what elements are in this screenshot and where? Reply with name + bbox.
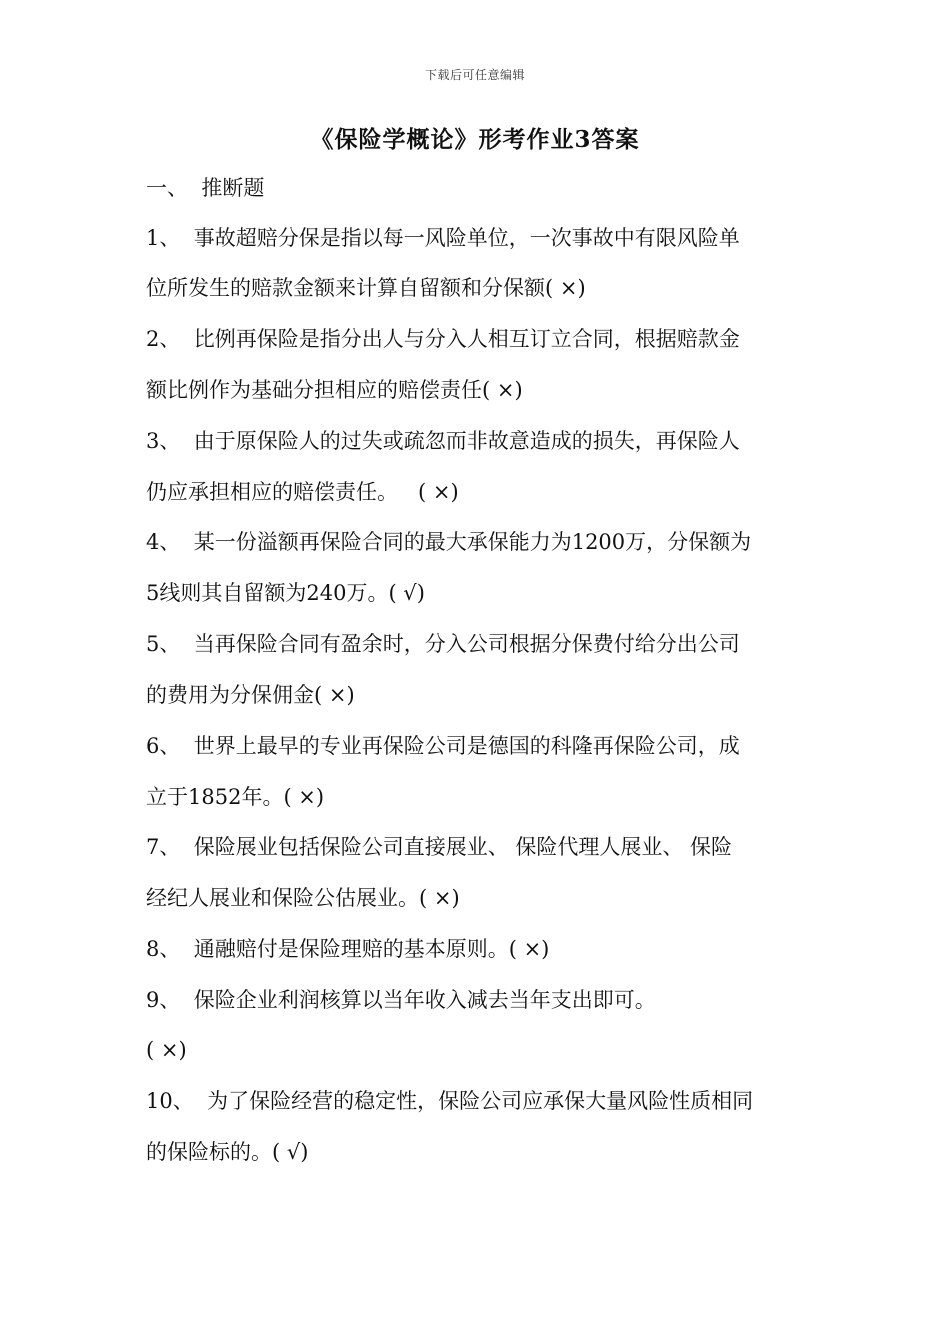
question-6-line-2: 立于1852年。( ×) [146,785,325,809]
header-note: 下载后可任意编辑 [424,68,525,82]
question-5-line-2: 的费用为分保佣金( ×) [146,683,355,707]
section-heading: 一、 推断题 [146,176,265,200]
question-2-line-2: 额比例作为基础分担相应的赔偿责任( ×) [146,378,523,402]
question-9-line-1: 9、 保险企业利润核算以当年收入减去当年支出即可。 [146,988,656,1012]
question-1-line-1: 1、 事故超赔分保是指以每一风险单位，一次事故中有限风险单 [146,226,740,250]
document-title: 《保险学概论》形考作业3答案 [310,126,640,153]
question-1-line-2: 位所发生的赔款金额来计算自留额和分保额( ×) [146,276,586,300]
question-10-line-2: 的保险标的。( √) [146,1140,309,1164]
question-4-line-2: 5线则其自留额为240万。( √) [146,581,425,605]
question-8-line-1: 8、 通融赔付是保险理赔的基本原则。( ×) [146,937,550,961]
question-2-line-1: 2、 比例再保险是指分出人与分入人相互订立合同，根据赔款金 [146,327,740,351]
question-9-line-2: ( ×) [146,1038,187,1062]
question-3-line-2: 仍应承担相应的赔偿责任。 ( ×) [146,480,459,504]
question-3-line-1: 3、 由于原保险人的过失或疏忽而非故意造成的损失，再保险人 [146,429,740,453]
question-7-line-1: 7、 保险展业包括保险公司直接展业、 保险代理人展业、 保险 [146,835,733,859]
question-7-line-2: 经纪人展业和保险公估展业。( ×) [146,886,460,910]
question-5-line-1: 5、 当再保险合同有盈余时，分入公司根据分保费付给分出公司 [146,632,740,656]
question-4-line-1: 4、 某一份溢额再保险合同的最大承保能力为1200万，分保额为 [146,530,752,554]
question-6-line-1: 6、 世界上最早的专业再保险公司是德国的科隆再保险公司，成 [146,734,740,758]
question-10-line-1: 10、 为了保险经营的稳定性，保险公司应承保大量风险性质相同 [146,1089,754,1113]
